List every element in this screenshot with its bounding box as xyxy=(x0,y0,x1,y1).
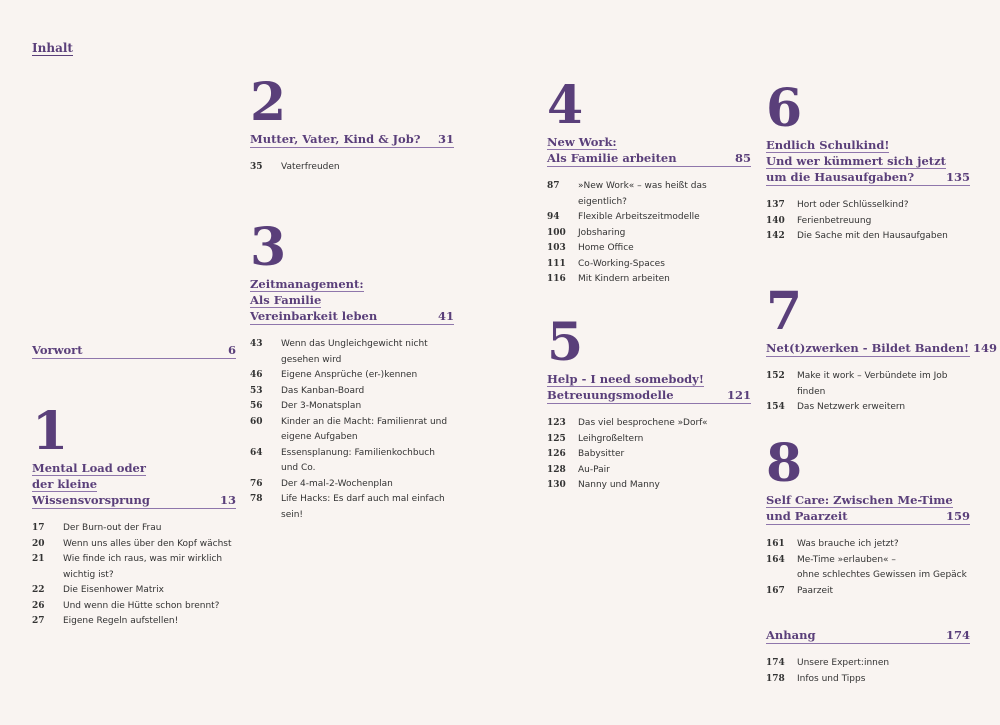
entry-list xyxy=(250,160,454,176)
entry-page-number: 94 xyxy=(547,212,560,222)
chapter-number: 7 xyxy=(766,281,803,342)
toc-entry[interactable] xyxy=(766,369,970,400)
toc-entry[interactable] xyxy=(766,229,970,245)
entry-page-number: 43 xyxy=(250,339,263,349)
chapter-title-line: Betreuungsmodelle xyxy=(547,388,674,402)
entry-page-number: 130 xyxy=(547,480,566,490)
toc-entry[interactable] xyxy=(250,477,454,493)
entry-list xyxy=(766,198,970,245)
toc-entry[interactable] xyxy=(250,446,454,477)
chapter-title-line: um die Hausaufgaben? xyxy=(766,170,915,184)
entry-page-number: 27 xyxy=(32,616,45,626)
chapter-title-line: Endlich Schulkind! xyxy=(766,138,890,152)
toc-entry[interactable] xyxy=(547,416,751,432)
toc-entry[interactable] xyxy=(766,672,970,688)
toc-entry[interactable] xyxy=(32,599,236,615)
entry-page-number: 126 xyxy=(547,449,566,459)
chapter-title-line: Wissensvorsprung xyxy=(32,493,150,507)
entry-list xyxy=(547,416,751,494)
entry-page-number: 64 xyxy=(250,447,263,458)
chapter-4 xyxy=(547,75,751,288)
entry-list xyxy=(766,537,970,599)
entry-title: Life Hacks: Es darf auch mal einfach sein! xyxy=(281,494,445,520)
chapter-title-line: Und wer kümmert sich jetzt xyxy=(766,154,946,168)
entry-title: Eigene Ansprüche (er-)kennen xyxy=(281,370,418,380)
entry-title: Babysitter xyxy=(578,449,625,459)
toc-entry[interactable] xyxy=(547,478,751,494)
toc-entry[interactable] xyxy=(250,415,454,446)
chapter-page-number: 31 xyxy=(437,132,454,146)
toc-entry[interactable] xyxy=(32,614,236,630)
toc-entry[interactable] xyxy=(766,584,970,600)
chapter-title-line: Als Familie arbeiten xyxy=(547,151,677,165)
entry-title: Unsere Expert:innen xyxy=(797,658,890,668)
chapter-title-line: Mental Load oder xyxy=(32,461,146,475)
entry-page-number: 174 xyxy=(766,658,785,668)
chapter-page-number: 121 xyxy=(726,388,751,402)
entry-title: Make it work – Verbündete im Job finden xyxy=(797,371,948,397)
entry-page-number: 35 xyxy=(250,162,263,172)
chapter-title[interactable] xyxy=(766,627,970,644)
toc-entry[interactable] xyxy=(547,226,751,242)
chapter-title[interactable] xyxy=(766,340,998,357)
chapter-number: 1 xyxy=(32,401,69,462)
entry-page-number: 116 xyxy=(547,274,566,284)
entry-title: Me-Time »erlauben« – ohne schlechtes Gewissen im Gepäck xyxy=(797,554,967,580)
entry-page-number: 167 xyxy=(766,585,785,596)
chapter-page-number: 13 xyxy=(219,493,236,507)
chapter-number: 6 xyxy=(766,78,803,139)
chapter-title-line: Vorwort xyxy=(32,343,83,357)
chapter-page-number: 41 xyxy=(437,309,454,323)
chapter-title-line: und Paarzeit xyxy=(766,509,848,523)
chapter-number: 4 xyxy=(547,75,584,136)
toc-entry[interactable] xyxy=(250,368,454,384)
chapter-page-number: 159 xyxy=(945,509,970,523)
entry-title: Paarzeit xyxy=(797,585,834,596)
entry-title: Das Kanban-Board xyxy=(281,385,365,396)
entry-page-number: 103 xyxy=(547,243,566,253)
toc-entry[interactable] xyxy=(547,257,751,273)
toc-entry[interactable] xyxy=(250,399,454,415)
toc-entry[interactable] xyxy=(547,241,751,257)
chapter-title[interactable] xyxy=(547,371,751,404)
entry-page-number: 164 xyxy=(766,554,785,565)
chapter-anhang xyxy=(766,615,970,687)
chapter-title-line: Help - I need somebody! xyxy=(547,372,704,386)
chapter-title-line: New Work: xyxy=(547,135,617,149)
toc-entry[interactable] xyxy=(250,384,454,400)
chapter-5 xyxy=(547,312,751,494)
toc-entry[interactable] xyxy=(547,179,751,210)
chapter-title[interactable] xyxy=(766,492,970,525)
entry-title: Und wenn die Hütte schon brennt? xyxy=(63,600,220,611)
entry-list xyxy=(547,179,751,288)
toc-entry[interactable] xyxy=(32,537,236,553)
toc-entry[interactable] xyxy=(32,552,236,583)
chapter-1 xyxy=(32,401,236,630)
entry-page-number: 178 xyxy=(766,673,785,684)
entry-page-number: 152 xyxy=(766,371,785,381)
entry-title: Jobsharing xyxy=(578,227,626,238)
toc-entry[interactable] xyxy=(766,537,970,553)
chapter-number: 3 xyxy=(250,217,287,278)
entry-title: Co-Working-Spaces xyxy=(578,258,665,269)
chapter-title-line: Self Care: Zwischen Me-Time xyxy=(766,493,953,507)
chapter-title[interactable] xyxy=(250,276,454,325)
chapter-8 xyxy=(766,433,970,599)
entry-page-number: 140 xyxy=(766,215,785,226)
entry-page-number: 111 xyxy=(547,258,566,269)
entry-list xyxy=(766,369,970,416)
toc-entry[interactable] xyxy=(250,337,454,368)
entry-page-number: 137 xyxy=(766,200,785,210)
toc-entry[interactable] xyxy=(32,521,236,537)
entry-page-number: 123 xyxy=(547,418,566,428)
entry-title: Home Office xyxy=(578,243,634,253)
entry-title: Eigene Regeln aufstellen! xyxy=(63,616,179,626)
chapter-3 xyxy=(250,217,454,523)
entry-title: Hort oder Schlüsselkind? xyxy=(797,200,909,210)
toc-entry[interactable] xyxy=(766,198,970,214)
toc-entry[interactable] xyxy=(547,272,751,288)
entry-page-number: 100 xyxy=(547,227,566,238)
entry-page-number: 142 xyxy=(766,231,785,241)
entry-title: Wie finde ich raus, was mir wirklich wichtig ist? xyxy=(63,554,223,580)
toc-entry[interactable] xyxy=(766,214,970,230)
chapter-title-line: der kleine xyxy=(32,477,98,491)
chapter-title-line: Als Familie xyxy=(250,293,322,307)
chapter-title[interactable] xyxy=(32,460,236,509)
entry-title: Infos und Tipps xyxy=(797,673,866,684)
entry-page-number: 17 xyxy=(32,523,45,533)
chapter-number: 5 xyxy=(547,312,584,373)
toc-entry[interactable] xyxy=(547,463,751,479)
toc-entry[interactable] xyxy=(766,553,970,584)
entry-list xyxy=(32,521,236,630)
chapter-7 xyxy=(766,281,998,416)
entry-title: Nanny und Manny xyxy=(578,480,660,490)
entry-title: Mit Kindern arbeiten xyxy=(578,274,670,284)
entry-page-number: 87 xyxy=(547,181,560,191)
entry-title: Vaterfreuden xyxy=(281,162,340,172)
entry-title: Der 3-Monatsplan xyxy=(281,401,362,411)
chapter-page-number: 174 xyxy=(945,628,970,642)
toc-entry[interactable] xyxy=(250,492,454,523)
entry-title: Der Burn-out der Frau xyxy=(63,523,162,533)
chapter-title[interactable] xyxy=(766,137,970,186)
chapter-title-line: Net(t)zwerken - Bildet Banden! xyxy=(766,341,969,355)
entry-title: Au-Pair xyxy=(578,464,610,475)
entry-title: Was brauche ich jetzt? xyxy=(797,539,899,549)
entry-title: Wenn uns alles über den Kopf wächst xyxy=(63,538,232,549)
toc-entry[interactable] xyxy=(547,210,751,226)
chapter-title[interactable] xyxy=(547,134,751,167)
entry-title: Das Netzwerk erweitern xyxy=(797,402,906,412)
entry-title: Die Eisenhower Matrix xyxy=(63,585,164,595)
chapter-vorwort xyxy=(32,330,236,359)
entry-title: Leihgroßeltern xyxy=(578,433,644,444)
entry-page-number: 26 xyxy=(32,600,45,611)
entry-title: Die Sache mit den Hausaufgaben xyxy=(797,231,948,241)
toc-entry[interactable] xyxy=(32,583,236,599)
entry-title: Ferienbetreuung xyxy=(797,215,872,226)
entry-page-number: 128 xyxy=(547,464,566,475)
chapter-title[interactable] xyxy=(32,342,236,359)
entry-page-number: 125 xyxy=(547,433,566,444)
chapter-page-number: 135 xyxy=(945,170,970,184)
chapter-page-number: 149 xyxy=(973,341,998,355)
chapter-page-number: 85 xyxy=(734,151,751,165)
entry-title: Flexible Arbeitszeitmodelle xyxy=(578,212,700,222)
toc-entry[interactable] xyxy=(766,400,970,416)
entry-page-number: 154 xyxy=(766,402,785,412)
entry-list xyxy=(766,656,970,687)
entry-page-number: 46 xyxy=(250,370,263,380)
page-title: Inhalt xyxy=(32,41,73,55)
entry-title: Essensplanung: Familienkochbuch und Co. xyxy=(281,447,435,473)
entry-page-number: 56 xyxy=(250,401,263,411)
entry-page-number: 78 xyxy=(250,494,263,504)
chapter-page-number: 6 xyxy=(227,343,236,357)
entry-title: Kinder an die Macht: Familienrat und eigene Aufgaben xyxy=(281,416,448,442)
chapter-title-line: Anhang xyxy=(766,628,816,642)
entry-page-number: 21 xyxy=(32,554,45,564)
chapter-title-line: Zeitmanagement: xyxy=(250,277,364,291)
chapter-title-line: Vereinbarkeit leben xyxy=(250,309,378,323)
entry-title: Wenn das Ungleichgewicht nicht gesehen wird xyxy=(281,339,428,365)
entry-page-number: 22 xyxy=(32,585,45,595)
chapter-6 xyxy=(766,78,970,245)
toc-entry[interactable] xyxy=(547,447,751,463)
entry-title: Der 4-mal-2-Wochenplan xyxy=(281,478,393,489)
entry-page-number: 161 xyxy=(766,539,785,549)
toc-entry[interactable] xyxy=(547,432,751,448)
entry-page-number: 20 xyxy=(32,538,45,549)
chapter-title[interactable] xyxy=(250,131,454,148)
chapter-title-line: Mutter, Vater, Kind & Job? xyxy=(250,132,421,146)
entry-page-number: 76 xyxy=(250,478,263,489)
entry-title: Das viel besprochene »Dorf« xyxy=(578,418,708,428)
entry-title: »New Work« – was heißt das eigentlich? xyxy=(578,181,707,207)
toc-entry[interactable] xyxy=(766,656,970,672)
entry-list xyxy=(250,337,454,523)
entry-page-number: 53 xyxy=(250,385,263,396)
toc-entry[interactable] xyxy=(250,160,454,176)
chapter-number: 8 xyxy=(766,433,803,494)
chapter-2 xyxy=(250,72,454,176)
entry-page-number: 60 xyxy=(250,416,263,427)
chapter-number: 2 xyxy=(250,72,287,133)
